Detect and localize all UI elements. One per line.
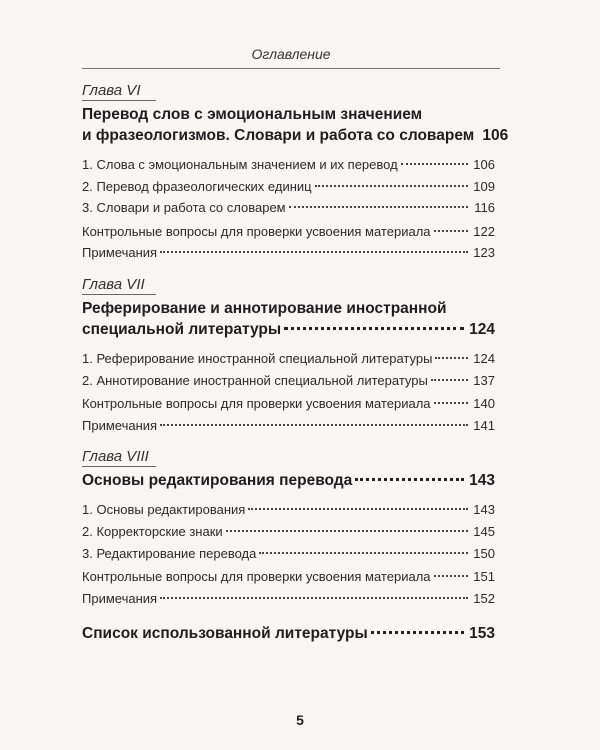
chapter-title-text: и фразеологизмов. Словари и работа со словарем bbox=[82, 127, 475, 144]
dot-leader bbox=[226, 530, 468, 532]
dot-leader bbox=[434, 230, 468, 232]
toc-entry[interactable] bbox=[82, 348, 495, 370]
dot-leader bbox=[434, 402, 468, 404]
toc-entry[interactable] bbox=[82, 393, 495, 415]
entry-text: 3. Редактирование перевода bbox=[82, 545, 257, 561]
chapter-title-line[interactable]: Реферирование и аннотирование иностранной bbox=[82, 299, 447, 317]
entry-page-number: 140 bbox=[473, 396, 495, 412]
dot-leader bbox=[355, 478, 464, 481]
entry-page-number: 145 bbox=[473, 523, 495, 539]
table-of-contents bbox=[82, 78, 509, 644]
dot-leader bbox=[401, 163, 468, 165]
chapter-8 bbox=[82, 448, 495, 609]
bibliography-text: Список использованной литературы bbox=[82, 625, 368, 643]
chapter-page-number: 143 bbox=[469, 472, 495, 490]
entry-page-number: 122 bbox=[473, 223, 495, 239]
toc-entry[interactable] bbox=[82, 370, 495, 392]
entry-page-number: 106 bbox=[473, 157, 495, 172]
entry-text: Примечания bbox=[82, 245, 158, 261]
header-rule bbox=[82, 68, 500, 69]
entry-text: 2. Перевод фразеологических единиц bbox=[82, 178, 312, 194]
dot-leader bbox=[434, 575, 468, 577]
entry-page-number: 150 bbox=[473, 545, 495, 561]
toc-entry[interactable] bbox=[82, 154, 495, 176]
chapter-label: Глава VIII bbox=[82, 448, 156, 467]
chapter-title-text: Основы редактирования перевода bbox=[82, 472, 353, 490]
entry-page-number: 123 bbox=[473, 245, 495, 261]
entry-text: 2. Аннотирование иностранной специальной литературы bbox=[82, 372, 428, 388]
entry-text: Примечания bbox=[82, 417, 158, 433]
entry-text: 1. Слова с эмоциональным значением и их перевод bbox=[82, 157, 398, 172]
chapter-title-row[interactable] bbox=[82, 470, 495, 491]
entry-page-number: 116 bbox=[474, 200, 495, 216]
chapter-label: Глава VI bbox=[82, 82, 156, 101]
dot-leader bbox=[160, 597, 468, 599]
entry-page-number: 109 bbox=[473, 178, 495, 194]
entry-text: 3. Словари и работа со словарем bbox=[82, 200, 286, 216]
toc-entry[interactable] bbox=[82, 221, 495, 243]
dot-leader bbox=[315, 185, 468, 187]
dot-leader bbox=[248, 508, 468, 510]
entry-page-number: 124 bbox=[473, 350, 495, 366]
section-list bbox=[82, 499, 495, 609]
bibliography-page-number: 153 bbox=[469, 625, 495, 643]
running-header: Оглавление bbox=[251, 46, 331, 62]
dot-leader bbox=[160, 251, 468, 253]
dot-leader bbox=[431, 379, 468, 381]
entry-text: Контрольные вопросы для проверки усвоения материала bbox=[82, 223, 431, 239]
entry-page-number: 143 bbox=[473, 502, 495, 518]
chapter-title-row[interactable] bbox=[82, 319, 495, 340]
entry-text: 1. Реферирование иностранной специальной литературы bbox=[82, 350, 433, 366]
toc-entry[interactable] bbox=[82, 197, 495, 219]
toc-entry[interactable] bbox=[82, 566, 495, 588]
toc-entry[interactable] bbox=[82, 543, 495, 565]
entry-text: 2. Корректорские знаки bbox=[82, 523, 223, 539]
section-list bbox=[82, 154, 495, 264]
chapter-7 bbox=[82, 276, 495, 436]
toc-entry[interactable] bbox=[82, 521, 495, 543]
chapter-6 bbox=[82, 82, 509, 264]
toc-entry[interactable] bbox=[82, 499, 495, 521]
toc-entry[interactable] bbox=[82, 415, 495, 437]
chapter-title-line[interactable]: Перевод слов с эмоциональным значением bbox=[82, 106, 423, 123]
dot-leader bbox=[435, 357, 468, 359]
entry-text: Примечания bbox=[82, 590, 158, 606]
section-list bbox=[82, 348, 495, 436]
dot-leader bbox=[259, 552, 468, 554]
entry-page-number: 151 bbox=[473, 569, 495, 585]
bibliography-entry[interactable] bbox=[82, 623, 495, 644]
dot-leader bbox=[284, 327, 464, 330]
chapter-label: Глава VII bbox=[82, 276, 156, 295]
entry-page-number: 137 bbox=[473, 372, 495, 388]
chapter-page-number: 124 bbox=[469, 320, 495, 338]
toc-entry[interactable] bbox=[82, 242, 495, 264]
toc-entry[interactable] bbox=[82, 176, 495, 198]
toc-entry[interactable] bbox=[82, 588, 495, 610]
entry-text: 1. Основы редактирования bbox=[82, 502, 246, 518]
dot-leader bbox=[289, 206, 468, 208]
chapter-title-text: специальной литературы bbox=[82, 320, 282, 338]
dot-leader bbox=[371, 631, 464, 634]
entry-page-number: 152 bbox=[473, 590, 495, 606]
chapter-title-row[interactable] bbox=[82, 125, 509, 146]
chapter-page-number: 106 bbox=[482, 127, 509, 144]
entry-text: Контрольные вопросы для проверки усвоения материала bbox=[82, 569, 431, 585]
dot-leader bbox=[160, 424, 468, 426]
entry-text: Контрольные вопросы для проверки усвоения материала bbox=[82, 396, 431, 412]
entry-page-number: 141 bbox=[473, 417, 495, 433]
page-number: 5 bbox=[296, 712, 304, 728]
